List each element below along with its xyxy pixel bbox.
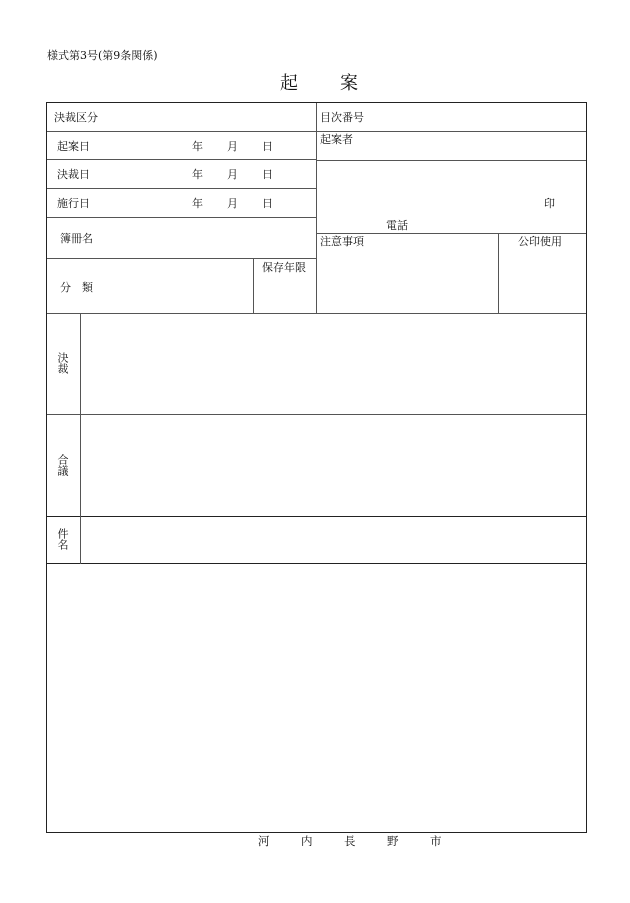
column-divider: [80, 313, 81, 564]
row-divider: [47, 414, 586, 415]
seal-mark: 印: [544, 197, 555, 210]
classification-label: 分 類: [60, 281, 93, 294]
drafter-label: 起案者: [320, 133, 353, 146]
retention-period-label: 保存年限: [262, 261, 306, 274]
decision-date-day: 日: [262, 168, 273, 181]
row-divider: [47, 258, 317, 259]
enforcement-date-year: 年: [192, 197, 203, 210]
decision-date-label: 決裁日: [57, 168, 90, 181]
row-divider: [47, 188, 317, 189]
enforcement-date-month: 月: [227, 197, 238, 210]
column-divider: [253, 258, 254, 314]
approval-label: 決裁: [56, 352, 69, 374]
draft-date-year: 年: [192, 140, 203, 153]
decision-date-year: 年: [192, 168, 203, 181]
page-title: 起 案: [280, 73, 370, 94]
register-name-label: 簿冊名: [60, 232, 93, 245]
subject-label: 件名: [56, 528, 69, 550]
decision-category-label: 決裁区分: [54, 111, 98, 124]
municipality-name: 河 内 長 野 市: [258, 834, 452, 848]
row-divider: [47, 516, 586, 517]
phone-label: 電話: [386, 219, 408, 232]
enforcement-date-label: 施行日: [57, 197, 90, 210]
row-divider: [47, 563, 586, 564]
index-number-label: 目次番号: [320, 111, 364, 124]
row-divider: [47, 159, 317, 160]
column-divider: [498, 233, 499, 314]
decision-date-month: 月: [227, 168, 238, 181]
form-number: 様式第3号(第9条関係): [47, 49, 158, 62]
enforcement-date-day: 日: [262, 197, 273, 210]
draft-date-day: 日: [262, 140, 273, 153]
consultation-label: 合議: [56, 454, 69, 476]
official-seal-use-label: 公印使用: [518, 235, 562, 248]
column-divider: [316, 103, 317, 314]
notes-label: 注意事項: [320, 235, 364, 248]
row-divider: [317, 233, 586, 234]
row-divider: [47, 217, 317, 218]
draft-date-label: 起案日: [57, 140, 90, 153]
draft-date-month: 月: [227, 140, 238, 153]
row-divider: [317, 160, 586, 161]
